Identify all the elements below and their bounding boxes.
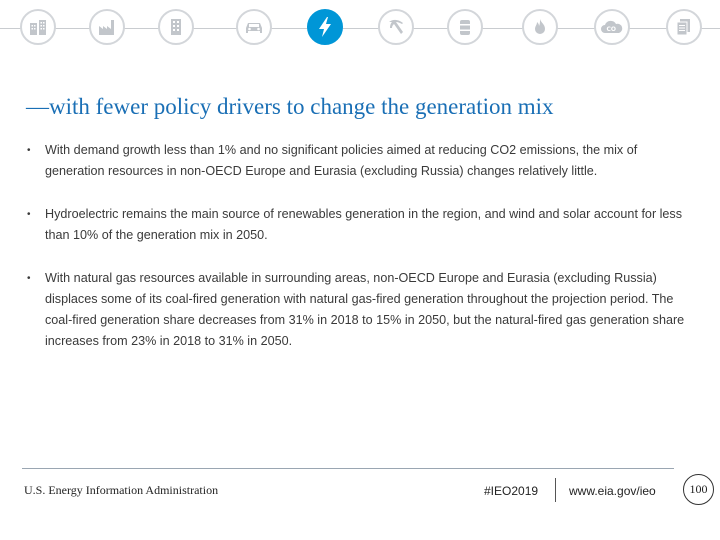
bullet-marker: • [27,209,31,220]
svg-text:CO: CO [606,26,617,33]
footer-rule [22,468,674,469]
oil-barrel-icon[interactable] [447,9,483,45]
documents-icon[interactable] [666,9,702,45]
bullet-item [27,204,697,246]
page-number: 100 [683,474,714,505]
factory-icon[interactable] [89,9,125,45]
website-link[interactable]: www.eia.gov/ieo [569,484,656,498]
pickaxe-icon[interactable] [378,9,414,45]
bullet-marker: • [27,273,31,284]
bullet-text: Hydroelectric remains the main source of renewables generation in the region, and wind and solar account for less than 10% of the generation mix in 2050. [45,207,683,242]
office-building-icon[interactable] [158,9,194,45]
flame-icon[interactable] [522,9,558,45]
footer-divider [555,478,556,502]
bullet-item [27,268,697,352]
car-icon[interactable] [236,9,272,45]
bullet-text: With demand growth less than 1% and no significant policies aimed at reducing CO2 emissions, the mix of generation resources in non-OECD Europe and Eurasia (excluding Russia) changes relatively little. [45,143,638,178]
bullet-marker: • [27,145,31,156]
sector-icon-bar [0,0,720,58]
bullet-item [27,140,697,182]
bullet-text: With natural gas resources available in surrounding areas, non-OECD Europe and Eurasia (excluding Russia) displaces some of its coal-fired generation with natural gas-fired generation throughout the projection period. The coal-fired generation share decreases from 31% in 2018 to 15% in 2050, but the natural-fired gas generation share increases from 23% in 2018 to 31% in 2050. [45,271,685,348]
co2-cloud-icon[interactable] [594,9,630,45]
buildings-icon[interactable] [20,9,56,45]
agency-name: U.S. Energy Information Administration [24,483,219,497]
footer [0,468,720,540]
slide-title: —with fewer policy drivers to change the generation mix [26,94,554,119]
hashtag: #IEO2019 [484,484,539,498]
lightning-bolt-icon[interactable] [307,9,343,45]
bullet-list [27,140,697,352]
